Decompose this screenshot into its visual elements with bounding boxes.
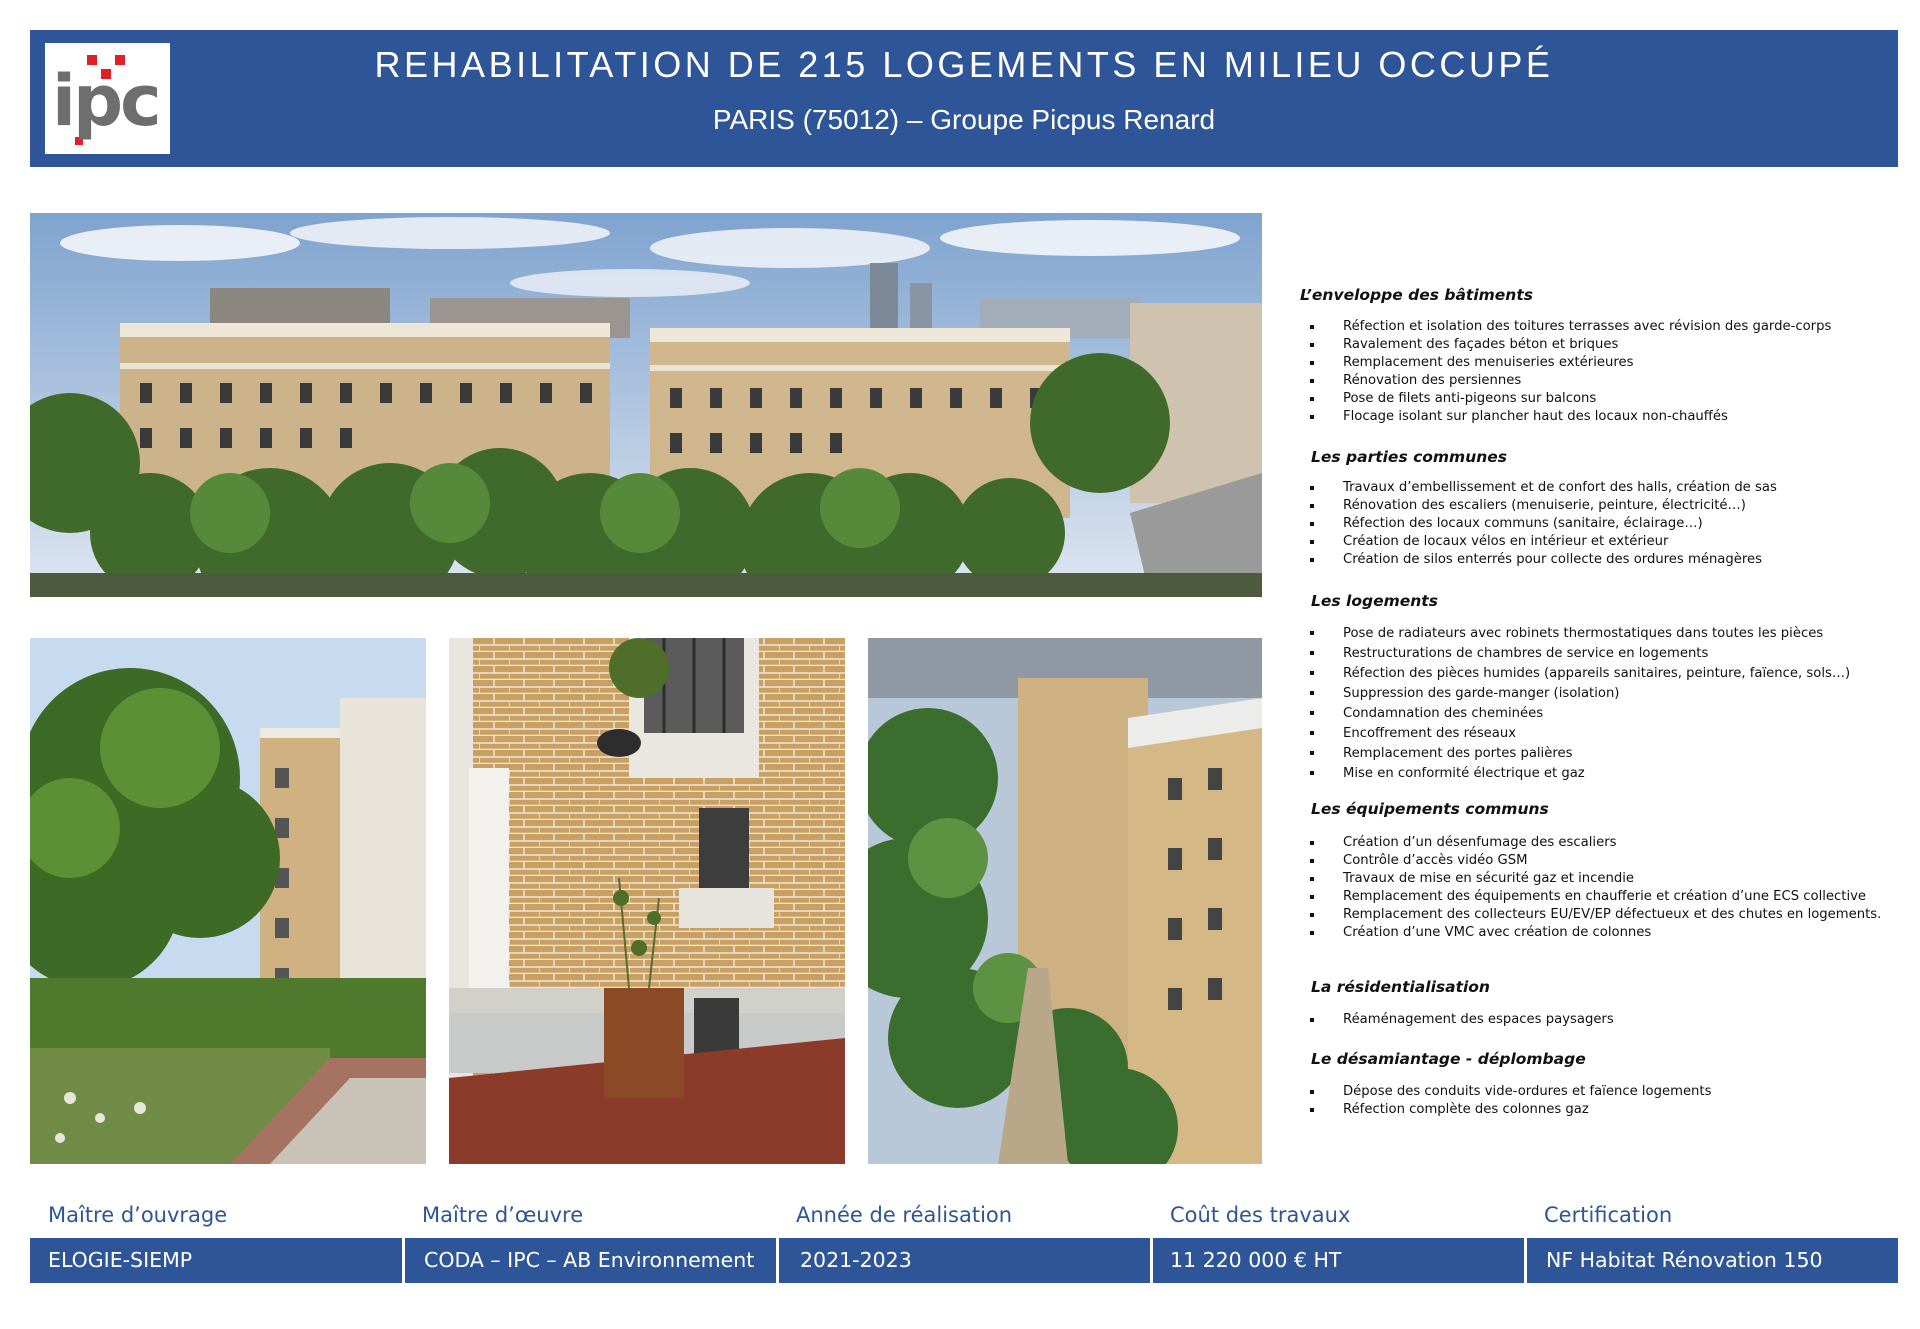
value-maitre-oeuvre: CODA – IPC – AB Environnement [424,1248,755,1272]
section-title: La résidentialisation [1311,978,1490,996]
page-subtitle: PARIS (75012) – Groupe Picpus Renard [712,104,1216,135]
list-item: Ravalement des façades béton et briques [1300,336,1831,354]
list-item: Remplacement des menuiseries extérieures [1300,354,1831,372]
list-item: Pose de radiateurs avec robinets thermostatiques dans toutes les pièces [1300,624,1850,644]
list-item: Création d’un désenfumage des escaliers [1300,834,1883,852]
section-list [1300,624,1850,784]
info-divider [1524,1238,1527,1283]
section-title: Les équipements communs [1311,800,1549,818]
section-title: L’enveloppe des bâtiments [1300,286,1533,304]
list-item: Remplacement des collecteurs EU/EV/EP défectueux et des chutes en logements. [1300,906,1883,924]
list-item: Flocage isolant sur plancher haut des locaux non-chauffés [1300,408,1831,426]
header-banner [30,30,1898,167]
photo-panorama-buildings [30,213,1262,597]
info-divider [402,1238,405,1283]
list-item: Création de silos enterrés pour collecte des ordures ménagères [1300,551,1777,569]
value-annee-realisation: 2021-2023 [800,1248,912,1272]
section-list [1300,479,1777,569]
list-item: Condamnation des cheminées [1300,704,1850,724]
section-title: Les parties communes [1311,448,1508,466]
section-list [1300,1083,1711,1119]
label-annee-realisation: Année de réalisation [796,1203,1013,1227]
label-maitre-oeuvre: Maître d’œuvre [422,1203,584,1227]
photo-garden-facade [30,638,426,1164]
label-certification: Certification [1544,1203,1673,1227]
photo-brick-wall-planter [449,638,845,1164]
list-item: Encoffrement des réseaux [1300,724,1850,744]
list-item: Remplacement des portes palières [1300,744,1850,764]
section-list [1300,834,1883,942]
list-item: Remplacement des équipements en chaufferie et création d’une ECS collective [1300,888,1883,906]
list-item: Réfection des locaux communs (sanitaire, éclairage…) [1300,515,1777,533]
list-item: Restructurations de chambres de service en logements [1300,644,1850,664]
list-item: Réfection complète des colonnes gaz [1300,1101,1711,1119]
section-title: Les logements [1311,592,1438,610]
label-maitre-ouvrage: Maître d’ouvrage [48,1203,228,1227]
list-item: Réfection des pièces humides (appareils sanitaires, peinture, faïence, sols…) [1300,664,1850,684]
info-divider [1150,1238,1153,1283]
page-title: REHABILITATION DE 215 LOGEMENTS EN MILIEU OCCUPÉ [374,44,1554,85]
value-cout-travaux: 11 220 000 € HT [1170,1248,1342,1272]
list-item: Suppression des garde-manger (isolation) [1300,684,1850,704]
list-item: Réaménagement des espaces paysagers [1300,1011,1614,1029]
photo-courtyard-view [868,638,1262,1164]
list-item: Création de locaux vélos en intérieur et extérieur [1300,533,1777,551]
section-title: Le désamiantage - déplombage [1311,1050,1586,1068]
value-certification: NF Habitat Rénovation 150 [1546,1248,1823,1272]
list-item: Pose de filets anti-pigeons sur balcons [1300,390,1831,408]
list-item: Rénovation des escaliers (menuiserie, peinture, électricité…) [1300,497,1777,515]
label-cout-travaux: Coût des travaux [1170,1203,1351,1227]
list-item: Réfection et isolation des toitures terrasses avec révision des garde-corps [1300,318,1831,336]
list-item: Dépose des conduits vide-ordures et faïence logements [1300,1083,1711,1101]
info-divider [776,1238,779,1283]
logo-text: ipc [52,60,159,142]
value-maitre-ouvrage: ELOGIE-SIEMP [48,1248,193,1272]
section-list [1300,1011,1614,1029]
list-item: Travaux de mise en sécurité gaz et incendie [1300,870,1883,888]
list-item: Travaux d’embellissement et de confort des halls, création de sas [1300,479,1777,497]
list-item: Mise en conformité électrique et gaz [1300,764,1850,784]
list-item: Création d’une VMC avec création de colonnes [1300,924,1883,942]
section-list [1300,318,1831,426]
list-item: Contrôle d’accès vidéo GSM [1300,852,1883,870]
list-item: Rénovation des persiennes [1300,372,1831,390]
